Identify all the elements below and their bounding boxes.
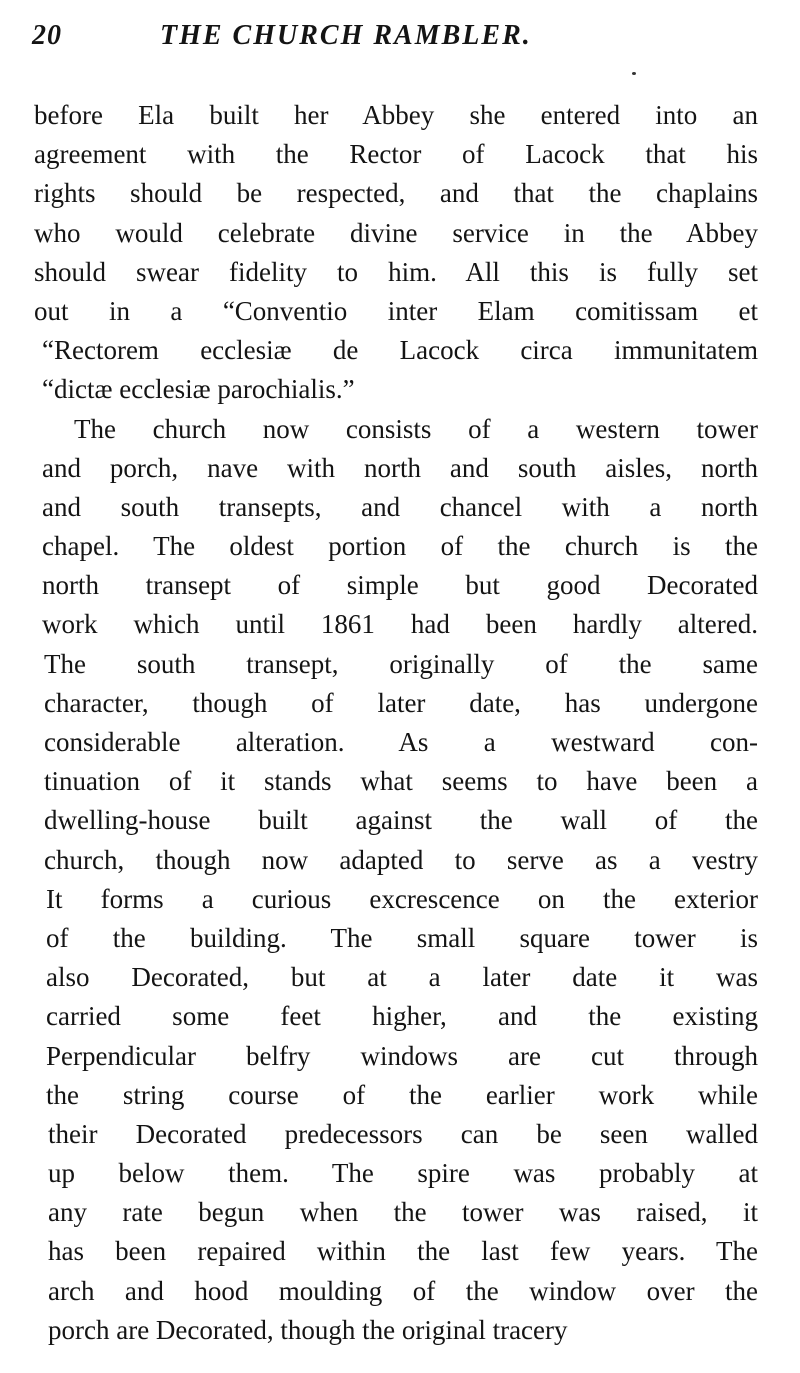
text-line: who would celebrate divine service in the Abbey [34, 217, 758, 248]
text-line: and porch, nave with north and south aisles, north [42, 452, 758, 483]
text-line: out in a “Conventio inter Elam comitissam et [34, 295, 758, 326]
text-line: work which until 1861 had been hardly altered. [42, 609, 758, 640]
text-line: chapel. The oldest portion of the church is the [42, 531, 758, 562]
text-line: arch and hood moulding of the window over the [48, 1275, 758, 1306]
running-head [32, 20, 622, 60]
paragraph [34, 410, 758, 1351]
page-number: 20 [32, 20, 62, 51]
text-line: Perpendicular belfry windows are cut through [46, 1040, 758, 1071]
text-line: “dictæ ecclesiæ parochialis.” [42, 374, 355, 405]
text-line: “Rectorem ecclesiæ de Lacock circa immunitatem [42, 335, 758, 366]
text-line: It forms a curious excrescence on the exterior [46, 883, 758, 914]
body-text [34, 96, 758, 1350]
text-line: their Decorated predecessors can be seen walled [48, 1118, 758, 1149]
text-line: considerable alteration. As a westward con- [44, 727, 758, 757]
text-line: The church now consists of a western tower [74, 413, 758, 444]
text-line: any rate begun when the tower was raised, it [48, 1197, 758, 1228]
text-line: north transept of simple but good Decorated [42, 570, 758, 601]
text-line: of the building. The small square tower is [46, 922, 758, 953]
text-line: the string course of the earlier work while [46, 1079, 758, 1110]
text-line: dwelling-house built against the wall of the [44, 805, 758, 836]
text-line: and south transepts, and chancel with a north [42, 491, 758, 522]
text-line: tinuation of it stands what seems to have been a [44, 766, 758, 797]
text-line: also Decorated, but at a later date it was [46, 962, 758, 993]
text-line: porch are Decorated, though the original tracery [48, 1314, 568, 1345]
text-line: up below them. The spire was probably at [48, 1158, 758, 1189]
paragraph [34, 96, 758, 410]
print-speck [632, 72, 636, 75]
text-line: rights should be respected, and that the chaplains [34, 178, 758, 209]
running-title: THE CHURCH RAMBLER. [160, 20, 532, 51]
text-line: before Ela built her Abbey she entered into an [34, 100, 758, 130]
text-line: agreement with the Rector of Lacock that his [34, 139, 758, 170]
text-line: character, though of later date, has undergone [44, 687, 758, 718]
text-line: The south transept, originally of the same [44, 648, 758, 679]
text-line: has been repaired within the last few years. The [48, 1236, 758, 1267]
text-line: church, though now adapted to serve as a vestry [44, 844, 758, 875]
text-line: carried some feet higher, and the existing [46, 1001, 758, 1032]
text-line: should swear fidelity to him. All this is fully set [34, 256, 758, 287]
